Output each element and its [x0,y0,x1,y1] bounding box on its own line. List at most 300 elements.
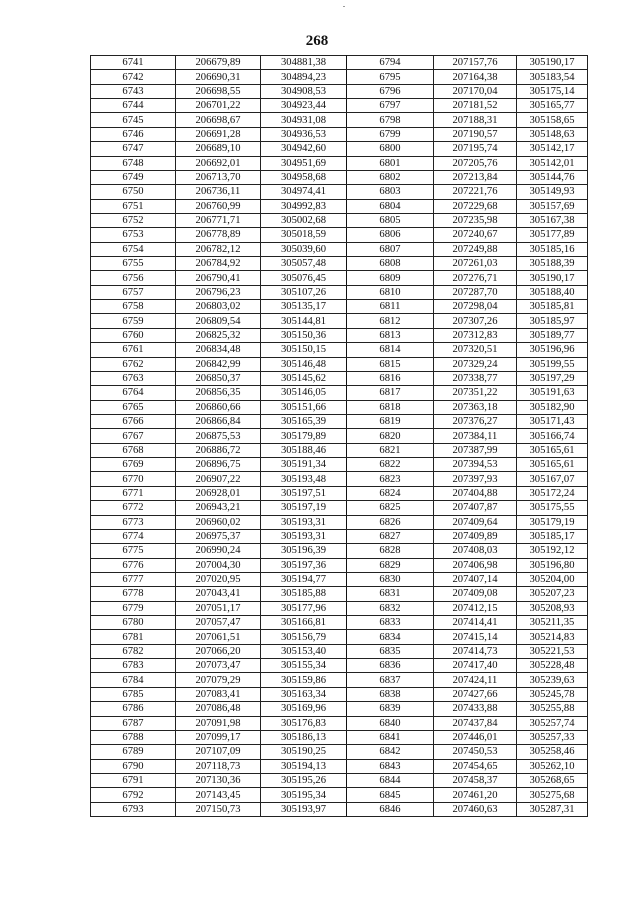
y-coordinate-right-cell: 305196,96 [517,343,588,357]
y-coordinate-left-cell: 305150,36 [261,328,347,342]
table-row [91,702,588,716]
x-coordinate-left-cell: 206679,89 [176,56,261,70]
point-number-right-cell: 6823 [347,472,434,486]
x-coordinate-right-cell: 207205,76 [434,156,517,170]
y-coordinate-left-cell: 305135,17 [261,300,347,314]
point-number-left-cell: 6782 [91,644,176,658]
table-row [91,113,588,127]
point-number-left-cell: 6767 [91,429,176,443]
table-row [91,458,588,472]
x-coordinate-right-cell: 207406,98 [434,558,517,572]
point-number-left-cell: 6758 [91,300,176,314]
point-number-left-cell: 6792 [91,788,176,802]
x-coordinate-left-cell: 206698,67 [176,113,261,127]
y-coordinate-left-cell: 305144,81 [261,314,347,328]
table-row [91,199,588,213]
x-coordinate-right-cell: 207394,53 [434,458,517,472]
y-coordinate-left-cell: 304931,08 [261,113,347,127]
y-coordinate-right-cell: 305165,77 [517,99,588,113]
x-coordinate-right-cell: 207276,71 [434,271,517,285]
point-number-right-cell: 6817 [347,386,434,400]
x-coordinate-left-cell: 206690,31 [176,70,261,84]
y-coordinate-left-cell: 304908,53 [261,84,347,98]
x-coordinate-left-cell: 206860,66 [176,400,261,414]
x-coordinate-left-cell: 207061,51 [176,630,261,644]
x-coordinate-left-cell: 206834,48 [176,343,261,357]
point-number-left-cell: 6793 [91,802,176,816]
y-coordinate-right-cell: 305142,17 [517,142,588,156]
table-row [91,572,588,586]
table-row [91,343,588,357]
y-coordinate-right-cell: 305262,10 [517,759,588,773]
table-row [91,357,588,371]
x-coordinate-right-cell: 207414,73 [434,644,517,658]
point-number-right-cell: 6796 [347,84,434,98]
x-coordinate-left-cell: 206850,37 [176,371,261,385]
point-number-right-cell: 6819 [347,414,434,428]
x-coordinate-right-cell: 207376,27 [434,414,517,428]
x-coordinate-right-cell: 207249,88 [434,242,517,256]
point-number-right-cell: 6830 [347,572,434,586]
point-number-left-cell: 6771 [91,486,176,500]
y-coordinate-left-cell: 305153,40 [261,644,347,658]
table-row [91,285,588,299]
x-coordinate-right-cell: 207229,68 [434,199,517,213]
x-coordinate-right-cell: 207407,87 [434,501,517,515]
table-row [91,314,588,328]
point-number-right-cell: 6842 [347,745,434,759]
point-number-left-cell: 6747 [91,142,176,156]
point-number-left-cell: 6777 [91,572,176,586]
y-coordinate-right-cell: 305257,74 [517,716,588,730]
x-coordinate-right-cell: 207351,22 [434,386,517,400]
y-coordinate-right-cell: 305185,81 [517,300,588,314]
y-coordinate-right-cell: 305172,24 [517,486,588,500]
point-number-right-cell: 6816 [347,371,434,385]
table-row [91,558,588,572]
y-coordinate-right-cell: 305196,80 [517,558,588,572]
table-row [91,659,588,673]
x-coordinate-right-cell: 207213,84 [434,170,517,184]
x-coordinate-left-cell: 206803,02 [176,300,261,314]
table-row [91,213,588,227]
point-number-left-cell: 6761 [91,343,176,357]
x-coordinate-right-cell: 207312,83 [434,328,517,342]
x-coordinate-left-cell: 206790,41 [176,271,261,285]
point-number-right-cell: 6832 [347,601,434,615]
x-coordinate-right-cell: 207450,53 [434,745,517,759]
table-row [91,328,588,342]
y-coordinate-right-cell: 305192,12 [517,544,588,558]
point-number-left-cell: 6755 [91,257,176,271]
table-row [91,185,588,199]
y-coordinate-right-cell: 305144,76 [517,170,588,184]
table-row [91,587,588,601]
point-number-right-cell: 6831 [347,587,434,601]
x-coordinate-right-cell: 207170,04 [434,84,517,98]
point-number-left-cell: 6791 [91,773,176,787]
point-number-right-cell: 6841 [347,730,434,744]
point-number-left-cell: 6760 [91,328,176,342]
y-coordinate-right-cell: 305175,14 [517,84,588,98]
point-number-left-cell: 6785 [91,687,176,701]
table-row [91,414,588,428]
y-coordinate-left-cell: 305169,96 [261,702,347,716]
x-coordinate-right-cell: 207412,15 [434,601,517,615]
point-number-right-cell: 6808 [347,257,434,271]
table-row [91,228,588,242]
point-number-left-cell: 6781 [91,630,176,644]
x-coordinate-right-cell: 207261,03 [434,257,517,271]
scan-speck [343,6,345,7]
x-coordinate-left-cell: 206691,28 [176,127,261,141]
table-row [91,429,588,443]
point-number-left-cell: 6776 [91,558,176,572]
point-number-right-cell: 6802 [347,170,434,184]
y-coordinate-left-cell: 305179,89 [261,429,347,443]
point-number-left-cell: 6746 [91,127,176,141]
point-number-left-cell: 6790 [91,759,176,773]
point-number-right-cell: 6834 [347,630,434,644]
y-coordinate-right-cell: 305165,61 [517,443,588,457]
x-coordinate-left-cell: 206928,01 [176,486,261,500]
x-coordinate-left-cell: 207066,20 [176,644,261,658]
y-coordinate-left-cell: 305177,96 [261,601,347,615]
point-number-left-cell: 6756 [91,271,176,285]
x-coordinate-right-cell: 207190,57 [434,127,517,141]
x-coordinate-right-cell: 207221,76 [434,185,517,199]
x-coordinate-right-cell: 207307,26 [434,314,517,328]
x-coordinate-left-cell: 207020,95 [176,572,261,586]
point-number-left-cell: 6754 [91,242,176,256]
y-coordinate-left-cell: 305146,05 [261,386,347,400]
table-row [91,400,588,414]
point-number-right-cell: 6806 [347,228,434,242]
x-coordinate-left-cell: 207004,30 [176,558,261,572]
x-coordinate-left-cell: 206778,89 [176,228,261,242]
y-coordinate-left-cell: 305150,15 [261,343,347,357]
x-coordinate-right-cell: 207338,77 [434,371,517,385]
table-row [91,630,588,644]
y-coordinate-left-cell: 304923,44 [261,99,347,113]
x-coordinate-right-cell: 207460,63 [434,802,517,816]
x-coordinate-right-cell: 207298,04 [434,300,517,314]
point-number-right-cell: 6794 [347,56,434,70]
y-coordinate-left-cell: 305156,79 [261,630,347,644]
y-coordinate-right-cell: 305268,65 [517,773,588,787]
point-number-right-cell: 6799 [347,127,434,141]
x-coordinate-left-cell: 207143,45 [176,788,261,802]
page-number: 268 [305,33,329,49]
point-number-left-cell: 6788 [91,730,176,744]
x-coordinate-right-cell: 207363,18 [434,400,517,414]
y-coordinate-left-cell: 305194,77 [261,572,347,586]
x-coordinate-right-cell: 207397,93 [434,472,517,486]
y-coordinate-right-cell: 305149,93 [517,185,588,199]
y-coordinate-right-cell: 305175,55 [517,501,588,515]
table-row [91,745,588,759]
x-coordinate-left-cell: 206943,21 [176,501,261,515]
x-coordinate-right-cell: 207240,67 [434,228,517,242]
x-coordinate-right-cell: 207417,40 [434,659,517,673]
x-coordinate-right-cell: 207181,52 [434,99,517,113]
x-coordinate-left-cell: 206875,53 [176,429,261,443]
point-number-right-cell: 6829 [347,558,434,572]
y-coordinate-left-cell: 305163,34 [261,687,347,701]
point-number-right-cell: 6837 [347,673,434,687]
coordinates-table [90,55,588,817]
x-coordinate-left-cell: 206736,11 [176,185,261,199]
y-coordinate-left-cell: 304951,69 [261,156,347,170]
x-coordinate-left-cell: 207073,47 [176,659,261,673]
y-coordinate-left-cell: 305018,59 [261,228,347,242]
point-number-right-cell: 6822 [347,458,434,472]
x-coordinate-left-cell: 206842,99 [176,357,261,371]
table-row [91,386,588,400]
x-coordinate-right-cell: 207164,38 [434,70,517,84]
table-row [91,486,588,500]
x-coordinate-left-cell: 206771,71 [176,213,261,227]
y-coordinate-left-cell: 304974,41 [261,185,347,199]
table-row [91,271,588,285]
table-row [91,70,588,84]
point-number-left-cell: 6744 [91,99,176,113]
point-number-left-cell: 6752 [91,213,176,227]
y-coordinate-right-cell: 305245,78 [517,687,588,701]
y-coordinate-right-cell: 305204,00 [517,572,588,586]
point-number-left-cell: 6753 [91,228,176,242]
x-coordinate-right-cell: 207329,24 [434,357,517,371]
x-coordinate-left-cell: 206760,99 [176,199,261,213]
x-coordinate-left-cell: 206782,12 [176,242,261,256]
y-coordinate-left-cell: 305146,48 [261,357,347,371]
point-number-left-cell: 6778 [91,587,176,601]
y-coordinate-right-cell: 305166,74 [517,429,588,443]
y-coordinate-left-cell: 305151,66 [261,400,347,414]
y-coordinate-left-cell: 305185,88 [261,587,347,601]
y-coordinate-left-cell: 305195,34 [261,788,347,802]
y-coordinate-right-cell: 305221,53 [517,644,588,658]
y-coordinate-right-cell: 305165,61 [517,458,588,472]
x-coordinate-left-cell: 206886,72 [176,443,261,457]
point-number-left-cell: 6742 [91,70,176,84]
x-coordinate-left-cell: 206825,32 [176,328,261,342]
point-number-right-cell: 6820 [347,429,434,443]
x-coordinate-right-cell: 207287,70 [434,285,517,299]
x-coordinate-left-cell: 206713,70 [176,170,261,184]
x-coordinate-left-cell: 206784,92 [176,257,261,271]
point-number-right-cell: 6814 [347,343,434,357]
y-coordinate-left-cell: 304942,60 [261,142,347,156]
y-coordinate-right-cell: 305199,55 [517,357,588,371]
x-coordinate-left-cell: 206866,84 [176,414,261,428]
point-number-right-cell: 6835 [347,644,434,658]
point-number-left-cell: 6741 [91,56,176,70]
x-coordinate-right-cell: 207414,41 [434,616,517,630]
y-coordinate-left-cell: 305194,13 [261,759,347,773]
y-coordinate-left-cell: 305165,39 [261,414,347,428]
table-row [91,472,588,486]
point-number-right-cell: 6812 [347,314,434,328]
point-number-right-cell: 6845 [347,788,434,802]
point-number-right-cell: 6828 [347,544,434,558]
y-coordinate-right-cell: 305228,48 [517,659,588,673]
table-row [91,515,588,529]
y-coordinate-left-cell: 305197,19 [261,501,347,515]
x-coordinate-left-cell: 206701,22 [176,99,261,113]
y-coordinate-left-cell: 305159,86 [261,673,347,687]
point-number-right-cell: 6846 [347,802,434,816]
y-coordinate-right-cell: 305148,63 [517,127,588,141]
y-coordinate-right-cell: 305158,65 [517,113,588,127]
x-coordinate-left-cell: 207086,48 [176,702,261,716]
x-coordinate-left-cell: 207091,98 [176,716,261,730]
table-row [91,242,588,256]
x-coordinate-left-cell: 207150,73 [176,802,261,816]
y-coordinate-left-cell: 305197,36 [261,558,347,572]
table-row [91,127,588,141]
y-coordinate-left-cell: 305057,48 [261,257,347,271]
x-coordinate-right-cell: 207458,37 [434,773,517,787]
table-row [91,687,588,701]
x-coordinate-left-cell: 206975,37 [176,529,261,543]
x-coordinate-right-cell: 207409,64 [434,515,517,529]
x-coordinate-right-cell: 207461,20 [434,788,517,802]
x-coordinate-left-cell: 207118,73 [176,759,261,773]
y-coordinate-left-cell: 304936,53 [261,127,347,141]
point-number-left-cell: 6783 [91,659,176,673]
y-coordinate-right-cell: 305255,88 [517,702,588,716]
point-number-right-cell: 6807 [347,242,434,256]
table-row [91,56,588,70]
point-number-right-cell: 6827 [347,529,434,543]
table-row [91,644,588,658]
x-coordinate-right-cell: 207437,84 [434,716,517,730]
x-coordinate-right-cell: 207384,11 [434,429,517,443]
x-coordinate-right-cell: 207433,88 [434,702,517,716]
point-number-right-cell: 6821 [347,443,434,457]
point-number-left-cell: 6780 [91,616,176,630]
y-coordinate-left-cell: 305193,48 [261,472,347,486]
point-number-left-cell: 6769 [91,458,176,472]
table-row [91,300,588,314]
y-coordinate-left-cell: 305107,26 [261,285,347,299]
x-coordinate-right-cell: 207415,14 [434,630,517,644]
table-row [91,673,588,687]
x-coordinate-left-cell: 207051,17 [176,601,261,615]
y-coordinate-right-cell: 305157,69 [517,199,588,213]
y-coordinate-left-cell: 305002,68 [261,213,347,227]
y-coordinate-left-cell: 305193,97 [261,802,347,816]
y-coordinate-right-cell: 305167,07 [517,472,588,486]
table-row [91,142,588,156]
x-coordinate-right-cell: 207407,14 [434,572,517,586]
y-coordinate-left-cell: 305039,60 [261,242,347,256]
y-coordinate-right-cell: 305190,17 [517,271,588,285]
y-coordinate-left-cell: 305188,46 [261,443,347,457]
y-coordinate-right-cell: 305177,89 [517,228,588,242]
y-coordinate-left-cell: 305190,25 [261,745,347,759]
point-number-right-cell: 6804 [347,199,434,213]
y-coordinate-left-cell: 305076,45 [261,271,347,285]
point-number-right-cell: 6843 [347,759,434,773]
x-coordinate-right-cell: 207454,65 [434,759,517,773]
point-number-right-cell: 6810 [347,285,434,299]
y-coordinate-right-cell: 305188,40 [517,285,588,299]
point-number-right-cell: 6798 [347,113,434,127]
table-row [91,170,588,184]
y-coordinate-right-cell: 305211,35 [517,616,588,630]
point-number-left-cell: 6773 [91,515,176,529]
x-coordinate-left-cell: 206689,10 [176,142,261,156]
table-row [91,759,588,773]
point-number-right-cell: 6839 [347,702,434,716]
x-coordinate-left-cell: 206896,75 [176,458,261,472]
point-number-right-cell: 6797 [347,99,434,113]
point-number-left-cell: 6768 [91,443,176,457]
y-coordinate-left-cell: 305195,26 [261,773,347,787]
table-row [91,371,588,385]
y-coordinate-left-cell: 305176,83 [261,716,347,730]
point-number-left-cell: 6757 [91,285,176,299]
point-number-right-cell: 6826 [347,515,434,529]
point-number-right-cell: 6833 [347,616,434,630]
x-coordinate-right-cell: 207387,99 [434,443,517,457]
point-number-left-cell: 6743 [91,84,176,98]
y-coordinate-right-cell: 305190,17 [517,56,588,70]
y-coordinate-left-cell: 305145,62 [261,371,347,385]
y-coordinate-left-cell: 305193,31 [261,515,347,529]
point-number-left-cell: 6765 [91,400,176,414]
x-coordinate-left-cell: 207079,29 [176,673,261,687]
y-coordinate-left-cell: 305197,51 [261,486,347,500]
point-number-left-cell: 6748 [91,156,176,170]
x-coordinate-left-cell: 206698,55 [176,84,261,98]
x-coordinate-right-cell: 207157,76 [434,56,517,70]
point-number-right-cell: 6844 [347,773,434,787]
point-number-left-cell: 6779 [91,601,176,615]
x-coordinate-left-cell: 206809,54 [176,314,261,328]
y-coordinate-right-cell: 305185,97 [517,314,588,328]
y-coordinate-left-cell: 305193,31 [261,529,347,543]
point-number-right-cell: 6803 [347,185,434,199]
y-coordinate-right-cell: 305142,01 [517,156,588,170]
point-number-left-cell: 6766 [91,414,176,428]
x-coordinate-left-cell: 206960,02 [176,515,261,529]
coordinates-table-body [91,56,588,817]
point-number-left-cell: 6759 [91,314,176,328]
table-row [91,788,588,802]
point-number-left-cell: 6770 [91,472,176,486]
table-row [91,156,588,170]
x-coordinate-right-cell: 207446,01 [434,730,517,744]
point-number-right-cell: 6815 [347,357,434,371]
table-row [91,802,588,816]
y-coordinate-right-cell: 305179,19 [517,515,588,529]
table-row [91,84,588,98]
point-number-right-cell: 6805 [347,213,434,227]
x-coordinate-right-cell: 207404,88 [434,486,517,500]
y-coordinate-right-cell: 305189,77 [517,328,588,342]
y-coordinate-right-cell: 305239,63 [517,673,588,687]
y-coordinate-left-cell: 305155,34 [261,659,347,673]
point-number-left-cell: 6751 [91,199,176,213]
x-coordinate-left-cell: 207107,09 [176,745,261,759]
point-number-left-cell: 6763 [91,371,176,385]
table-row [91,257,588,271]
y-coordinate-right-cell: 305185,17 [517,529,588,543]
point-number-right-cell: 6838 [347,687,434,701]
